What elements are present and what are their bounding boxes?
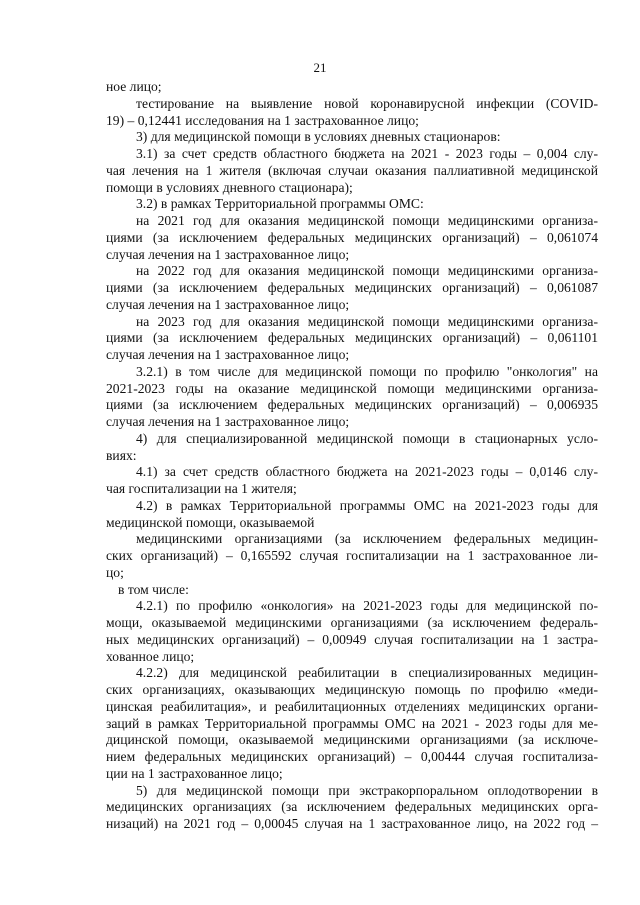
text-line: чая лечения на 1 жителя (включая случаи оказания паллиативной медицинской	[106, 162, 598, 178]
text-line: чая госпитализации на 1 жителя;	[106, 481, 297, 496]
text-line: случая лечения на 1 застрахованное лицо;	[106, 347, 350, 362]
text-line: дицинской помощи, оказываемой медицинскими организациями (за исключе-	[106, 732, 598, 748]
text-line: 3) для медицинской помощи в условиях дневных стационаров:	[136, 129, 501, 145]
text-line: в том числе:	[118, 581, 189, 597]
text-line: ции на 1 застрахованное лицо;	[106, 765, 283, 781]
text-line: 3.2) в рамках Территориальной программы ОМС:	[136, 196, 424, 212]
text-line: 3.1) за счет средств областного бюджета на 2021 - 2023 годы – 0,004 слу-	[136, 146, 598, 161]
text-line: на 2022 год для оказания медицинской помощи медицинскими организа-	[136, 263, 598, 279]
text-line: заций в рамках Территориальной программы ОМС на 2021 - 2023 годы для ме-	[106, 715, 598, 731]
text-line: низаций) на 2021 год – 0,00045 случая на 1 застрахованное лицо, на 2022 год –	[106, 816, 598, 831]
text-line: ное лицо;	[106, 79, 162, 94]
text-line: 2021-2023 годы на оказание медицинской помощи медицинскими организа-	[106, 380, 598, 396]
text-line: мощи, оказываемой медицинскими организациями (за исключением федераль-	[106, 615, 598, 630]
text-line: тестирование на выявление новой коронавирусной инфекции (COVID-	[136, 95, 598, 111]
text-line: случая лечения на 1 застрахованное лицо;	[106, 296, 350, 312]
text-line: цинская реабилитация», и реабилитационных отделениях медицинских органи-	[106, 698, 598, 714]
text-line: ных медицинских организаций) – 0,00949 случая госпитализации на 1 застра-	[106, 631, 598, 647]
text-line: циями (за исключением федеральных медицинских организаций) – 0,061101	[106, 330, 598, 346]
text-line: ских организациях, оказывающих медицинскую помощь по профилю «меди-	[106, 682, 598, 697]
text-line: на 2021 год для оказания медицинской помощи медицинскими организа-	[136, 213, 598, 228]
text-line: 4.1) за счет средств областного бюджета на 2021-2023 годы – 0,0146 слу-	[136, 464, 598, 480]
text-line: нием федеральных медицинских организаций) – 0,00444 случая госпитализа-	[106, 749, 598, 764]
text-line: хованное лицо;	[106, 648, 195, 664]
text-line: случая лечения на 1 застрахованное лицо;	[106, 246, 350, 262]
text-line: 4) для специализированной медицинской помощи в стационарных усло-	[136, 430, 598, 446]
text-line: циями (за исключением федеральных медицинских организаций) – 0,006935	[106, 397, 598, 413]
text-line: медицинских организациях (за исключением федеральных медицинских орга-	[106, 799, 598, 815]
text-line: медицинскими организациями (за исключением федеральных медицин-	[136, 531, 598, 547]
text-line: 4.2.2) для медицинской реабилитации в специализированных медицин-	[136, 665, 598, 681]
text-line: 5) для медицинской помощи при экстракорпоральном оплодотворении в	[136, 782, 598, 798]
text-line: 19) – 0,12441 исследования на 1 застрахованное лицо;	[106, 112, 419, 128]
text-line: циями (за исключением федеральных медицинских организаций) – 0,061087	[106, 280, 598, 295]
text-line: 4.2) в рамках Территориальной программы ОМС на 2021-2023 годы для	[136, 497, 598, 513]
text-line: случая лечения на 1 застрахованное лицо;	[106, 414, 350, 429]
text-line: 4.2.1) по профилю «онкология» на 2021-2023 годы для медицинской по-	[136, 598, 598, 614]
text-line: медицинской помощи, оказываемой	[106, 514, 315, 530]
document-body	[106, 79, 598, 833]
text-line: помощи в условиях дневного стационара);	[106, 179, 353, 195]
text-line: ских организаций) – 0,165592 случая госпитализации на 1 застрахованное ли-	[106, 548, 598, 563]
text-line: виях:	[106, 447, 137, 463]
text-line: циями (за исключением федеральных медицинских организаций) – 0,061074	[106, 229, 598, 245]
text-line: 3.2.1) в том числе для медицинской помощи по профилю "онкология" на	[136, 363, 598, 379]
text-line: цо;	[106, 564, 124, 580]
page-number: 21	[313, 60, 327, 75]
text-line: на 2023 год для оказания медицинской помощи медицинскими организа-	[136, 313, 598, 329]
